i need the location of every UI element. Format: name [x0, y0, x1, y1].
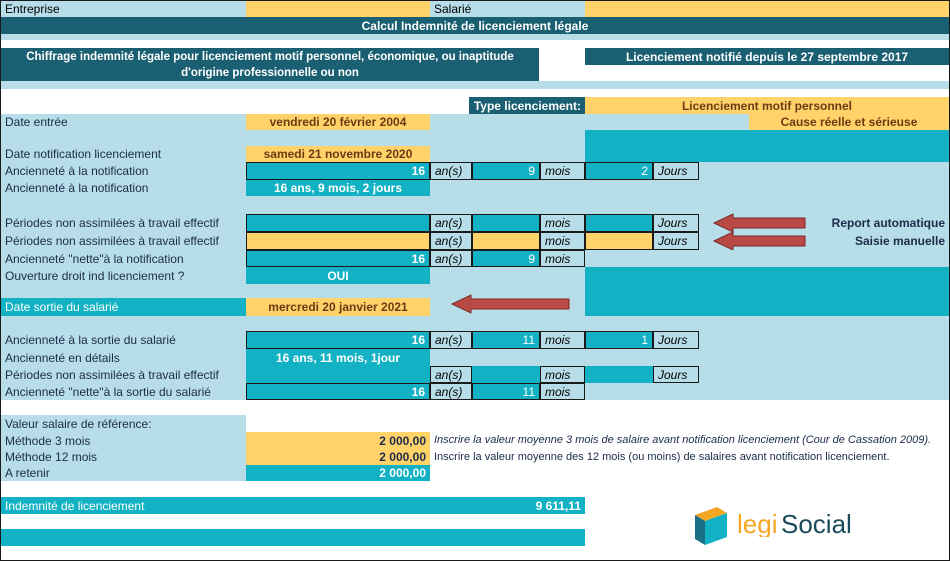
report-automatique-note: Report automatique: [699, 214, 949, 232]
unit-mois-label: mois: [540, 383, 585, 400]
ouverture-droit-value: OUI: [246, 267, 430, 284]
unit-mois-label: mois: [540, 331, 585, 349]
entreprise-input[interactable]: [246, 1, 430, 17]
unit-jours-label: Jours: [653, 232, 699, 250]
indemnite-label: Indemnité de licenciement: [1, 497, 246, 514]
periodes-sortie-mois: [472, 366, 540, 383]
form-filler: [430, 146, 585, 162]
periodes-auto-label: Périodes non assimilées à travail effectif: [1, 214, 246, 232]
anciennete-details-value: 16 ans, 11 mois, 1jour: [246, 349, 430, 366]
periodes-auto-ans: [246, 214, 430, 232]
methode3-input[interactable]: 2 000,00: [246, 432, 430, 449]
logo-text-legi: legi: [737, 511, 778, 537]
unit-jours-label: Jours: [653, 331, 699, 349]
date-notification-input[interactable]: samedi 21 novembre 2020: [246, 146, 430, 162]
methode3-label: Méthode 3 mois: [1, 432, 246, 449]
periodes-sortie-label: Périodes non assimilées à travail effectif: [1, 366, 246, 383]
unit-mois-label: mois: [540, 366, 585, 383]
form-filler: [430, 114, 585, 130]
form-filler: [585, 250, 949, 267]
type-licenciement-label: Type licenciement:: [469, 97, 585, 114]
anciennete-notification-text-label: Ancienneté à la notification: [1, 180, 246, 196]
anciennete-nette-notification-label: Ancienneté "nette"à la notification: [1, 250, 246, 267]
anciennete-nette-sortie-ans: 16: [246, 383, 430, 400]
date-entree-input[interactable]: vendredi 20 février 2004: [246, 114, 430, 130]
anciennete-nette-ans: 16: [246, 250, 430, 267]
form-filler: [585, 114, 749, 130]
form-filler: [585, 383, 949, 400]
form-band: [1, 81, 949, 89]
methode12-note: Inscrire la valeur moyenne des 12 mois (ou moins) de salaires avant notification licenciement.: [434, 450, 890, 463]
unit-ans-label: an(s): [430, 366, 472, 383]
anciennete-jours-value: 2: [585, 162, 653, 180]
date-notification-label: Date notification licenciement: [1, 146, 246, 162]
legisocial-logo: [691, 503, 891, 549]
anciennete-notification-label: Ancienneté à la notification: [1, 162, 246, 180]
anciennete-nette-sortie-mois: 11: [472, 383, 540, 400]
methode3-note: Inscrire la valeur moyenne 3 mois de salaire avant notification licenciement (Cour de Cassation 2009).: [434, 434, 932, 446]
page-title: Calcul Indemnité de licenciement légale: [1, 17, 949, 34]
date-sortie-label: Date sortie du salarié: [1, 298, 246, 316]
unit-ans-label: an(s): [430, 331, 472, 349]
form-filler: [430, 349, 949, 366]
periodes-manuelle-ans-input[interactable]: [246, 232, 430, 250]
anciennete-notification-text: 16 ans, 9 mois, 2 jours: [246, 180, 430, 196]
unit-mois-label: mois: [540, 162, 585, 180]
form-filler: [430, 180, 949, 196]
form-filler: [1, 130, 585, 146]
anciennete-sortie-label: Ancienneté à la sortie du salarié: [1, 331, 246, 349]
form-filler: [699, 331, 949, 349]
right-block: [585, 267, 949, 316]
form-filler: [1, 196, 949, 214]
spacer-band: [1, 34, 949, 40]
unit-jours-label: Jours: [653, 162, 699, 180]
methode12-input[interactable]: 2 000,00: [246, 449, 430, 465]
periodes-manuelle-mois-input[interactable]: [472, 232, 540, 250]
type-licenciement-select[interactable]: Licenciement motif personnel: [585, 97, 949, 114]
periodes-manuelle-jours-input[interactable]: [585, 232, 653, 250]
notification-banner: Licenciement notifié depuis le 27 septembre 2017: [585, 48, 949, 65]
periodes-manuelle-label: Périodes non assimilées à travail effectif: [1, 232, 246, 250]
date-sortie-input[interactable]: mercredi 20 janvier 2021: [246, 298, 430, 316]
anciennete-sortie-ans: 16: [246, 331, 430, 349]
indemnite-value: 9 611,11: [246, 497, 585, 514]
bottom-band: [1, 529, 585, 546]
unit-jours-label: Jours: [653, 214, 699, 232]
anciennete-ans-value: 16: [246, 162, 430, 180]
arrow-left-icon: [713, 231, 807, 251]
arrow-left-icon: [451, 294, 571, 314]
anciennete-mois-value: 9: [472, 162, 540, 180]
arrow-left-icon: [713, 213, 807, 233]
unit-ans-label: an(s): [430, 162, 472, 180]
chiffrage-title: Chiffrage indemnité légale pour licenciement motif personnel, économique, ou inaptitude d'origine professionnelle ou non: [1, 48, 539, 81]
form-filler: [699, 162, 949, 180]
unit-mois-label: mois: [540, 232, 585, 250]
logo-icon: [691, 505, 731, 547]
unit-ans-label: an(s): [430, 383, 472, 400]
unit-jours-label: Jours: [653, 366, 699, 383]
form-filler: [1, 316, 949, 331]
salaire-title: Valeur salaire de référence:: [1, 415, 246, 432]
anciennete-sortie-jours: 1: [585, 331, 653, 349]
periodes-sortie-ans: [246, 366, 430, 383]
date-entree-label: Date entrée: [1, 114, 246, 130]
periodes-sortie-jours: [585, 366, 653, 383]
right-block: [585, 130, 949, 162]
anciennete-nette-sortie-label: Ancienneté "nette"à la sortie du salarié: [1, 383, 246, 400]
entreprise-label: Entreprise: [1, 1, 246, 17]
logo-text-social: Social: [781, 511, 852, 537]
anciennete-nette-mois: 9: [472, 250, 540, 267]
form-filler: [699, 366, 949, 383]
periodes-auto-mois: [472, 214, 540, 232]
saisie-manuelle-note: Saisie manuelle: [699, 232, 949, 250]
ouverture-droit-label: Ouverture droit ind licenciement ?: [1, 267, 246, 284]
salarie-label: Salarié: [430, 1, 585, 17]
unit-mois-label: mois: [540, 214, 585, 232]
cause-select[interactable]: Cause réelle et sérieuse: [749, 114, 949, 130]
form-filler: [430, 267, 585, 284]
periodes-auto-jours: [585, 214, 653, 232]
methode12-label: Méthode 12 mois: [1, 449, 246, 465]
anciennete-details-label: Ancienneté en détails: [1, 349, 246, 366]
retenir-label: A retenir: [1, 465, 246, 481]
salarie-input[interactable]: [585, 1, 949, 17]
unit-mois-label: mois: [540, 250, 585, 267]
unit-ans-label: an(s): [430, 214, 472, 232]
anciennete-sortie-mois: 11: [472, 331, 540, 349]
retenir-value: 2 000,00: [246, 465, 430, 481]
unit-ans-label: an(s): [430, 232, 472, 250]
unit-ans-label: an(s): [430, 250, 472, 267]
